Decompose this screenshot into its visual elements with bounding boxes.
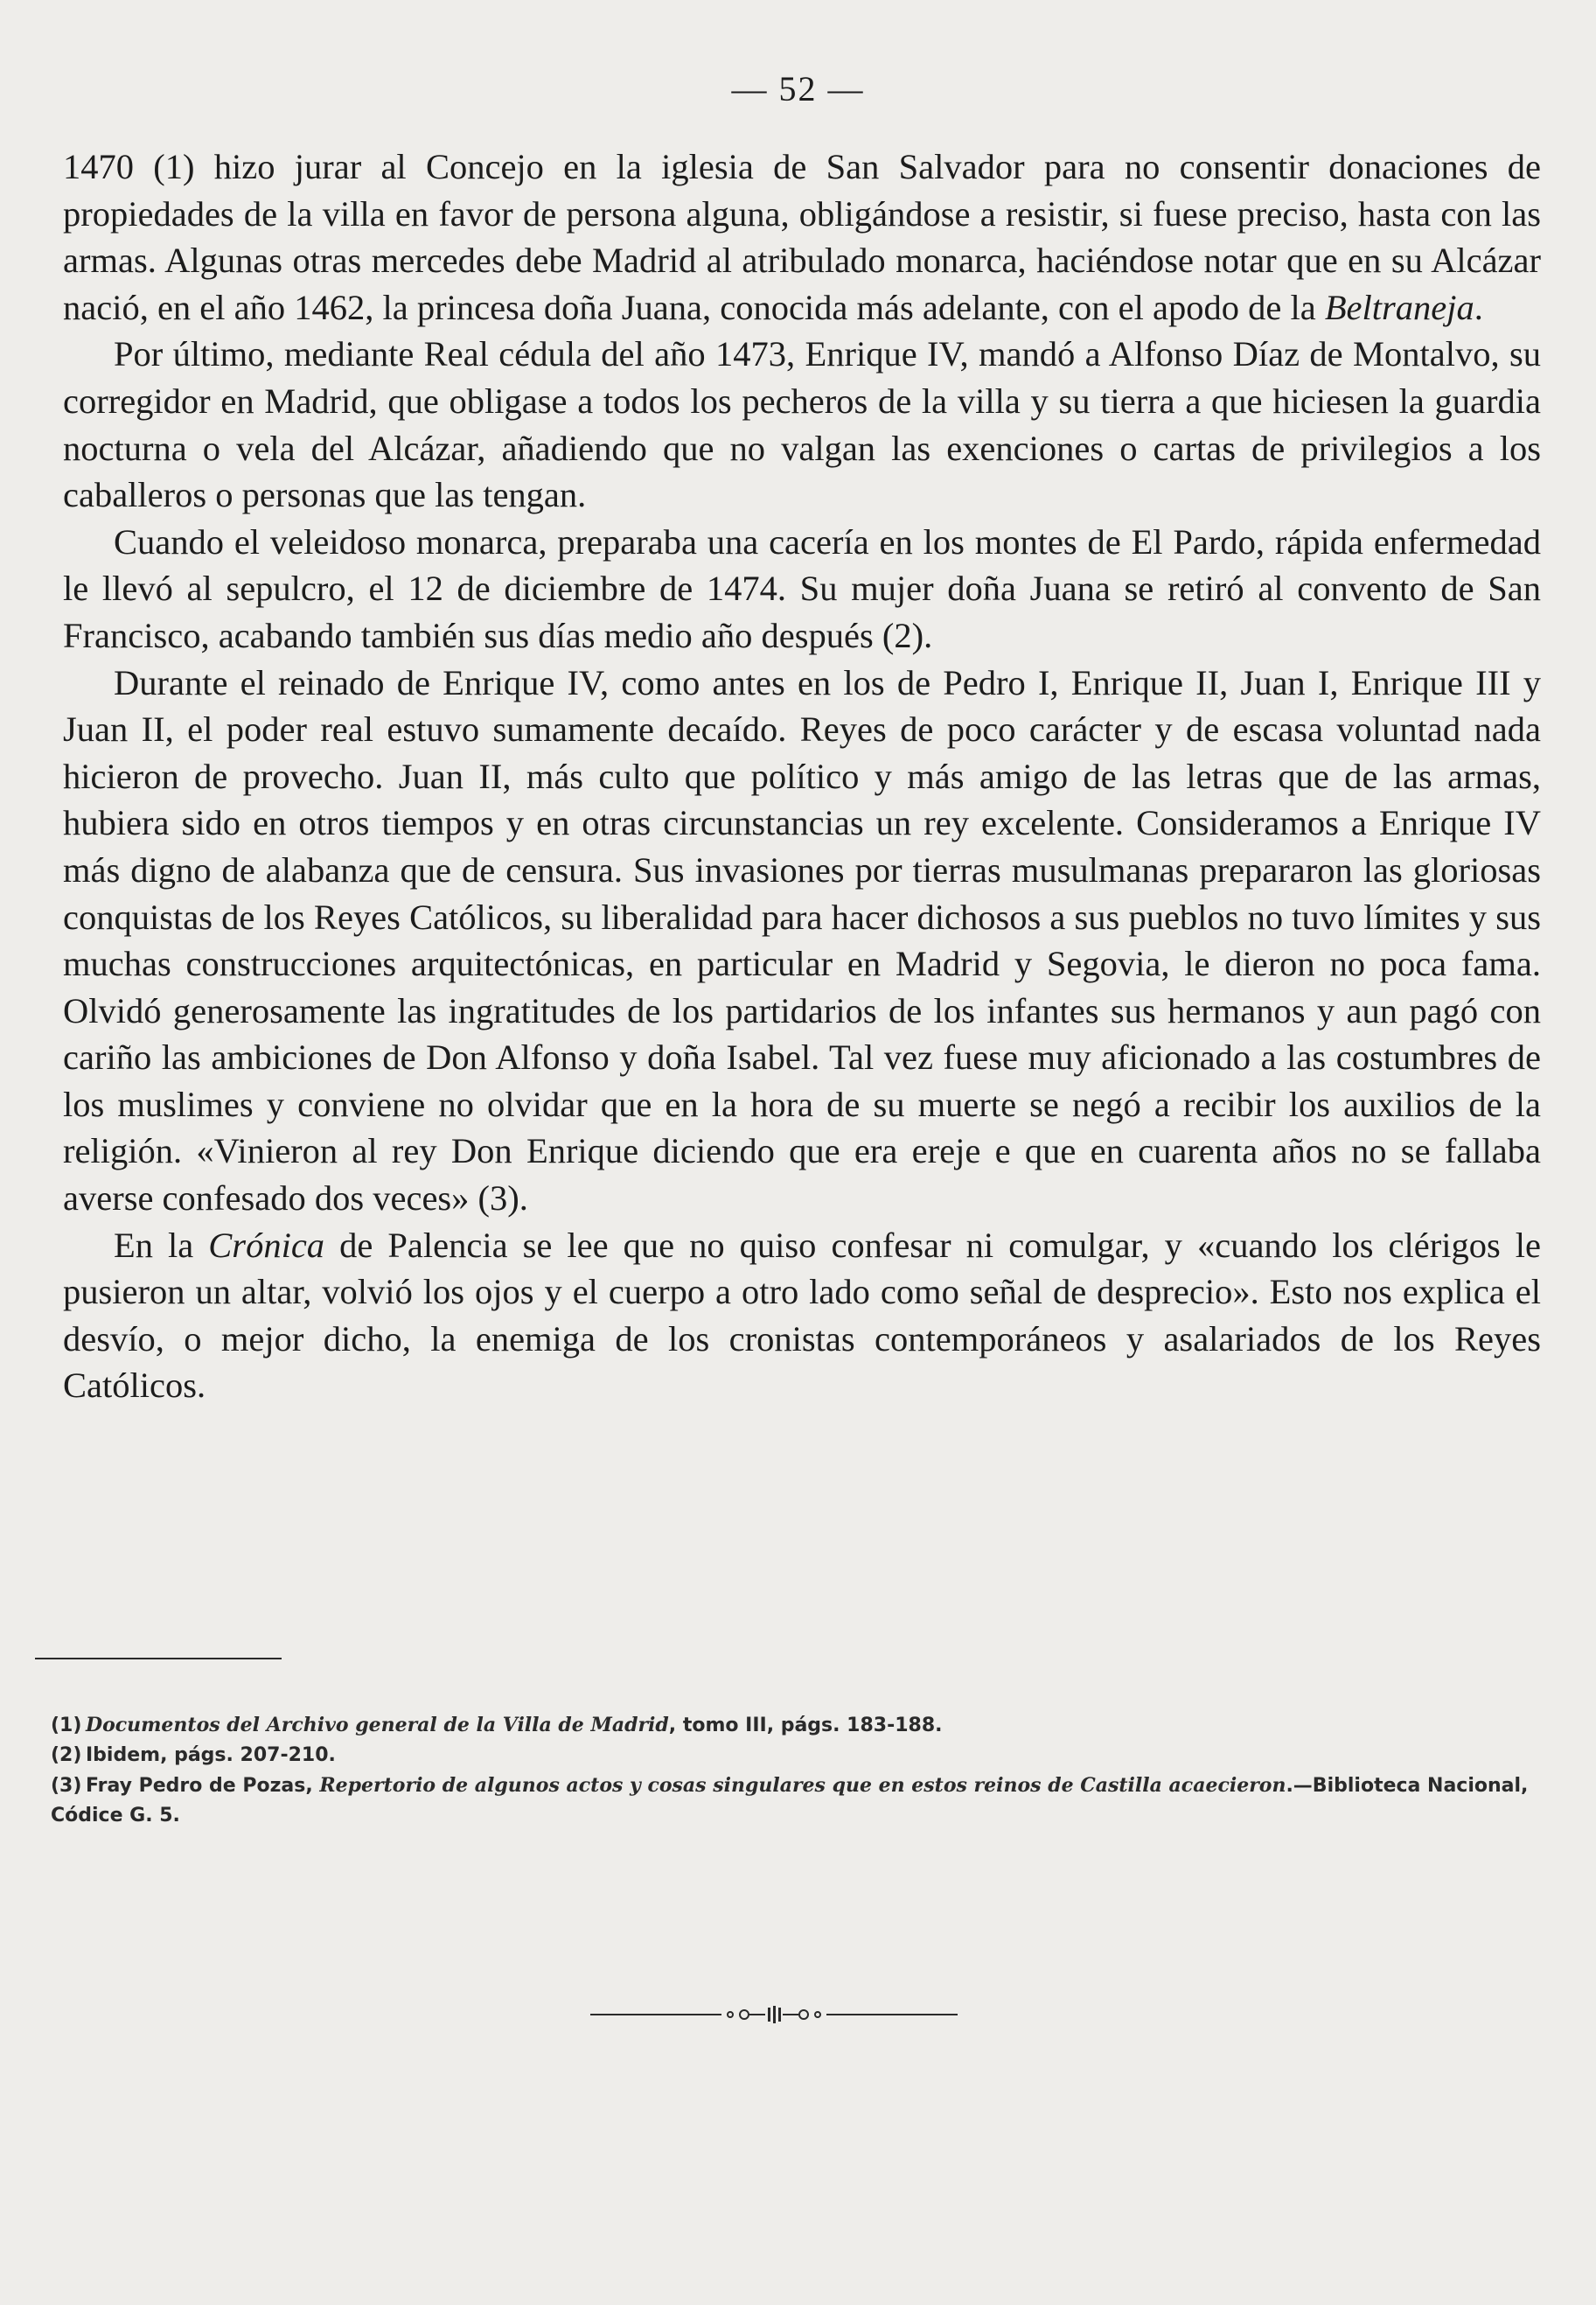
text-run: de Palencia se lee que no quiso confesar ni comulgar, y «cuando los clérigos le pusieron un altar, volvió los ojos y el cuerpo a otro lado como señal de desprecio». Esto nos explica el desvío, o mejor dicho, la enemiga de los cronistas contemporáneos y asalariados de los Reyes Católicos.: [63, 1225, 1541, 1406]
paragraph: [63, 143, 1541, 331]
footnote-number: (3): [51, 1775, 82, 1797]
page-number: — 52 —: [731, 69, 865, 108]
footnote-rule: [35, 1658, 282, 1659]
text-run: , tomo III, págs. 183-188.: [668, 1715, 943, 1736]
text-run: Ibidem, págs. 207-210.: [86, 1744, 336, 1766]
footnote: [51, 1771, 1537, 1831]
text-run: Por último, mediante Real cédula del año 1473, Enrique IV, mandó a Alfonso Díaz de Montalvo, su corregidor en Madrid, que obligase a todos los pecheros de la villa y su tierra a que hiciesen la guardia nocturna o vela del Alcázar, añadiendo que no valgan las exenciones o cartas de privilegios a los caballeros o personas que las tengan.: [63, 334, 1541, 515]
footnotes: [51, 1710, 1537, 1831]
body-text: [63, 143, 1541, 1409]
paragraph: [63, 519, 1541, 660]
italic-text: Crónica: [208, 1225, 325, 1265]
end-ornament: [590, 2005, 958, 2024]
text-run: Cuando el veleidoso monarca, preparaba una cacería en los montes de El Pardo, rápida enfermedad le llevó al sepulcro, el 12 de diciembre de 1474. Su mujer doña Juana se retiró al convento de San Francisco, acabando también sus días medio año después (2).: [63, 521, 1541, 655]
text-run: Fray Pedro de Pozas,: [86, 1775, 320, 1797]
footnote: [51, 1710, 1537, 1741]
text-run: .—Biblioteca Nacional, Códice G. 5.: [51, 1775, 1529, 1827]
footnote-number: (1): [51, 1715, 82, 1736]
text-run: En la: [114, 1225, 209, 1265]
text-run: Durante el reinado de Enrique IV, como antes en los de Pedro I, Enrique II, Juan I, Enrique III y Juan II, el poder real estuvo sumamente decaído. Reyes de poco carácter y de escasa voluntad nada hicieron de provecho. Juan II, más culto que político y más amigo de las letras que de las armas, hubiera sido en otros tiempos y en otras circunstancias un rey excelente. Consideramos a Enrique IV más digno de alabanza que de censura. Sus invasiones por tierras musulmanas prepararon las gloriosas conquistas de los Reyes Católicos, su liberalidad para hacer dichosos a sus pueblos no tuvo límites y sus muchas construcciones arquitectónicas, en particular en Madrid y Segovia, le dieron no poca fama. Olvidó generosamente las ingratitudes de los partidarios de los infantes sus hermanos y aun pagó con cariño las ambiciones de Don Alfonso y doña Isabel. Tal vez fuese muy aficionado a las costumbres de los muslimes y conviene no olvidar que en la hora de su muerte se negó a recibir los auxilios de la religión. «Vinieron al rey Don Enrique diciendo que era ereje e que en cuarenta años no se fallaba averse confesado dos veces» (3).: [63, 662, 1541, 1219]
footnote-number: (2): [51, 1744, 82, 1766]
paragraph: [63, 660, 1541, 1222]
italic-text: Documentos del Archivo general de la Villa de Madrid: [86, 1714, 669, 1736]
italic-text: Repertorio de algunos actos y cosas singulares que en estos reinos de Castilla acaecieron: [319, 1774, 1286, 1797]
paragraph: [63, 331, 1541, 518]
text-run: 1470 (1) hizo jurar al Concejo en la iglesia de San Salvador para no consentir donaciones de propiedades de la villa en favor de persona alguna, obligándose a resistir, si fuese preciso, hasta con las armas. Algunas otras mercedes debe Madrid al atribulado monarca, haciéndose notar que en su Alcázar nació, en el año 1462, la princesa doña Juana, conocida más adelante, con el apodo de la: [63, 147, 1541, 327]
text-run: .: [1474, 287, 1483, 327]
italic-text: Beltraneja: [1324, 287, 1474, 327]
footnote: [51, 1741, 1537, 1771]
paragraph: [63, 1222, 1541, 1409]
